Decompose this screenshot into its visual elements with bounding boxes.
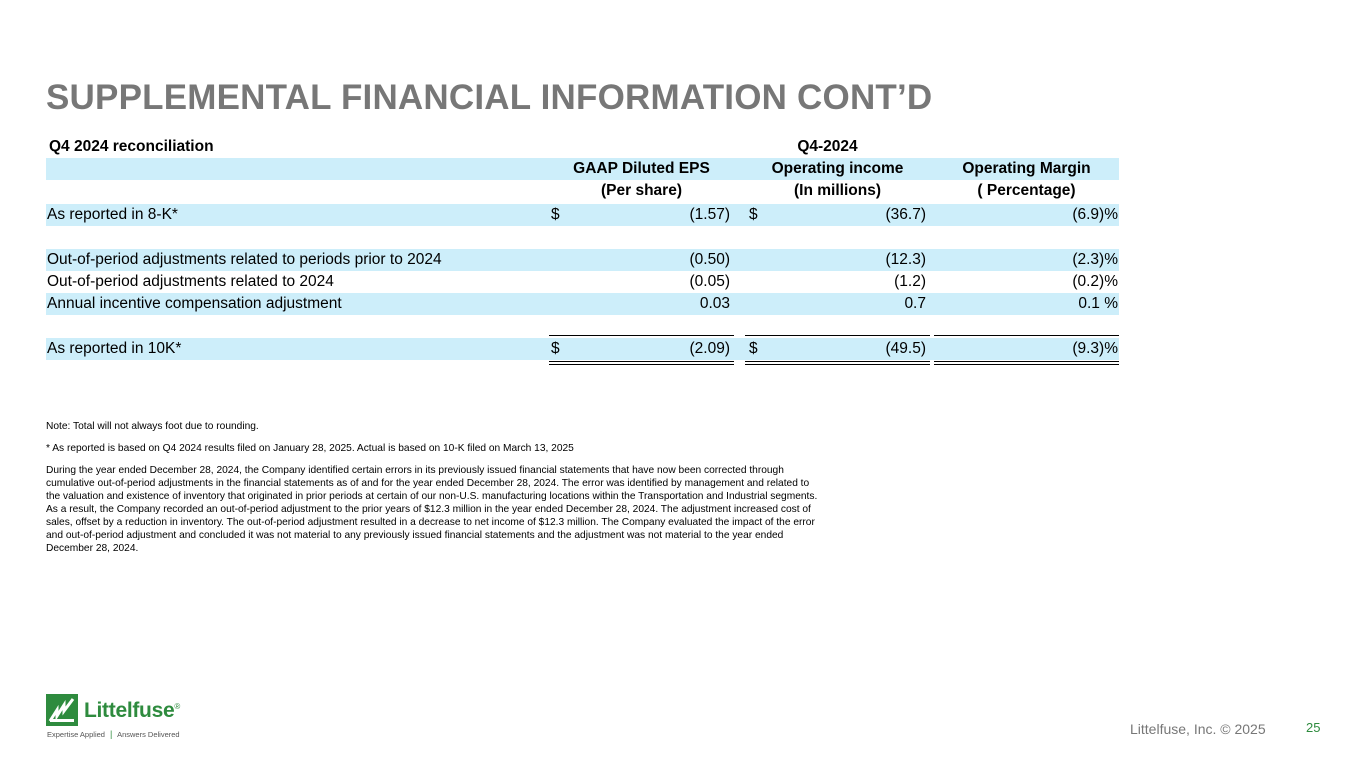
operating-income-currency-symbol: $: [749, 340, 758, 357]
disclosure-line: sales, offset by a reduction in inventory. The out-of-period adjustment resulted in a decrease to net income of $12.3 million. The Company evaluated the impact of the error: [46, 517, 815, 528]
rounding-note: Note: Total will not always foot due to rounding.: [46, 421, 259, 432]
operating-income-value: (1.2): [894, 273, 926, 290]
subtotal-rule-eps: [549, 335, 734, 336]
total-double-rule-operating-income: [745, 361, 930, 365]
disclosure-line: December 28, 2024.: [46, 543, 139, 554]
table-header-period-row: [46, 136, 1119, 158]
column-unit-eps: (Per share): [601, 182, 682, 199]
total-double-rule-operating-margin: [934, 361, 1119, 365]
eps-currency-symbol: $: [551, 340, 560, 357]
subtotal-rule-operating-income: [745, 335, 930, 336]
table-row: [46, 204, 1119, 226]
logo-wordmark: [84, 699, 180, 723]
eps-value: (2.09): [689, 340, 730, 357]
table-row: [46, 271, 1119, 293]
column-header-operating-income: Operating income: [771, 160, 904, 177]
column-unit-operating-income: (In millions): [794, 182, 881, 199]
column-header-operating-margin: Operating Margin: [962, 160, 1091, 177]
tagline-separator: |: [110, 729, 113, 739]
table-header-units-row: [46, 180, 1119, 202]
disclosure-line: cumulative out-of-period adjustments in the financial statements as of and for the year ended December 28, 2024. The error was identified by management and related to: [46, 478, 810, 489]
table-spacer-row: [46, 226, 1119, 249]
operating-income-value: (49.5): [885, 340, 926, 357]
operating-margin-value: (9.3)%: [1072, 340, 1118, 357]
tagline-left: Expertise Applied: [47, 730, 105, 739]
operating-margin-value: (0.2)%: [1072, 273, 1118, 290]
table-row-total: [46, 338, 1119, 360]
registered-mark: ®: [174, 702, 180, 711]
page-number: 25: [1306, 720, 1321, 735]
reconciliation-table: [46, 136, 1119, 360]
row-label: As reported in 8-K*: [47, 206, 178, 223]
table-spacer-row: [46, 315, 1119, 338]
disclosure-line: As a result, the Company recorded an out-of-period adjustment to the prior years of $12.3 million in the year ended December 28, 2024. The adjustment increased cost of: [46, 504, 811, 515]
total-double-rule-eps: [549, 361, 734, 365]
row-label: Out-of-period adjustments related to periods prior to 2024: [47, 251, 442, 268]
logo-name-text: Littelfuse: [84, 699, 175, 722]
operating-margin-value: (2.3)%: [1072, 251, 1118, 268]
eps-value: (1.57): [689, 206, 730, 223]
logo-tagline: [47, 729, 180, 739]
operating-income-value: (12.3): [885, 251, 926, 268]
eps-value: (0.50): [689, 251, 730, 268]
table-header-columns-row: [46, 158, 1119, 180]
disclosure-paragraph: [46, 464, 926, 555]
subtotal-rule-operating-margin: [934, 335, 1119, 336]
company-logo: [46, 694, 180, 739]
row-label: As reported in 10K*: [47, 340, 182, 357]
column-header-eps: GAAP Diluted EPS: [573, 160, 710, 177]
littelfuse-mark-icon: [46, 694, 78, 726]
operating-income-currency-symbol: $: [749, 206, 758, 223]
column-unit-operating-margin: ( Percentage): [977, 182, 1076, 199]
page-title: SUPPLEMENTAL FINANCIAL INFORMATION CONT’D: [46, 78, 933, 117]
disclosure-line: and out-of-period adjustment and concluded it was not material to any previously issued financial statements and the adjustment was not material to the year ended: [46, 530, 784, 541]
eps-value: 0.03: [699, 295, 730, 312]
disclosure-line: the valuation and existence of inventory that originated in prior periods at certain of our non-U.S. manufacturing locations within the Transportation and Industrial segments.: [46, 491, 818, 502]
asterisk-note: * As reported is based on Q4 2024 results filed on January 28, 2025. Actual is based on 10-K filed on March 13, 2025: [46, 443, 574, 454]
table-row: [46, 293, 1119, 315]
operating-margin-value: (6.9)%: [1072, 206, 1118, 223]
row-label: Out-of-period adjustments related to 2024: [47, 273, 334, 290]
footer-copyright: Littelfuse, Inc. © 2025: [1130, 721, 1266, 737]
tagline-right: Answers Delivered: [117, 730, 180, 739]
table-row: [46, 249, 1119, 271]
operating-income-value: (36.7): [885, 206, 926, 223]
operating-income-value: 0.7: [904, 295, 926, 312]
footnotes: [46, 420, 926, 555]
operating-margin-value: 0.1 %: [1078, 295, 1118, 312]
eps-value: (0.05): [689, 273, 730, 290]
disclosure-line: During the year ended December 28, 2024, the Company identified certain errors in its previously issued financial statements that have now been corrected through: [46, 465, 784, 476]
eps-currency-symbol: $: [551, 206, 560, 223]
period-label: Q4-2024: [797, 138, 858, 155]
section-label: Q4 2024 reconciliation: [49, 138, 214, 155]
row-label: Annual incentive compensation adjustment: [47, 295, 342, 312]
